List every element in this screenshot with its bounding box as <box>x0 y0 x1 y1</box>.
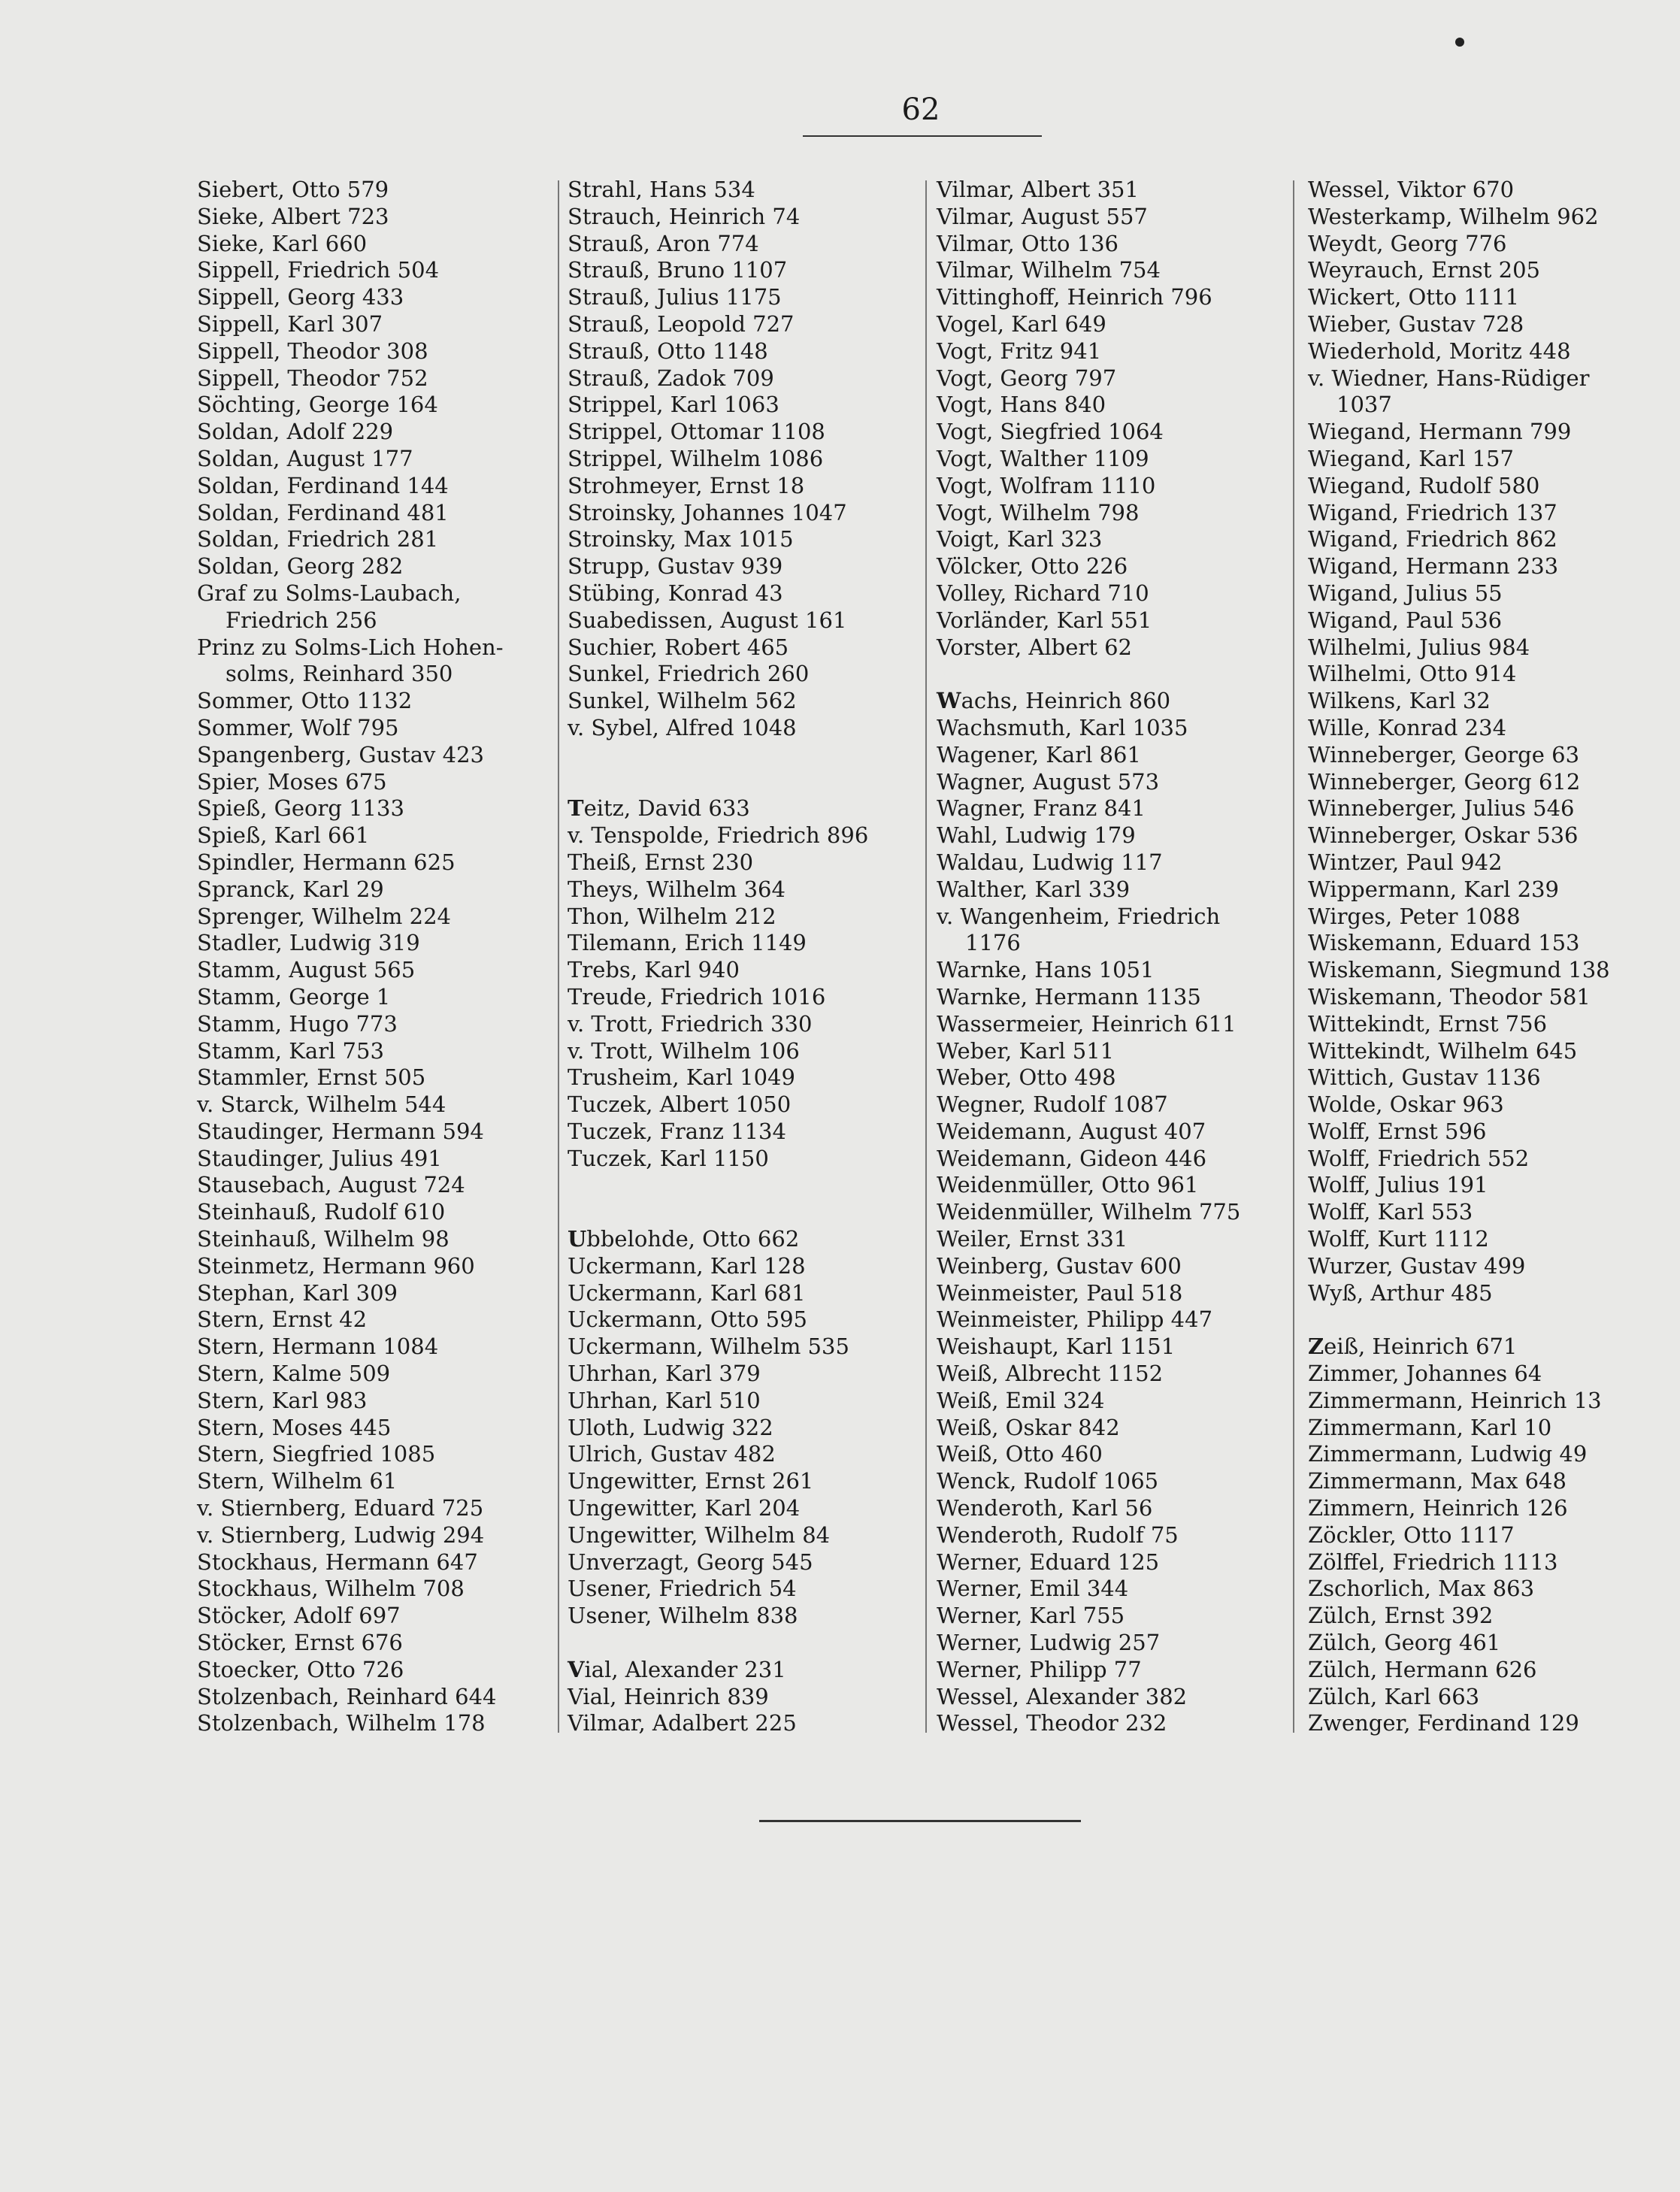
index-entry: Wigand, Julius 55 <box>1308 580 1503 606</box>
index-entry: v. Wiedner, Hans-Rüdiger <box>1308 365 1590 391</box>
index-entry: Soldan, August 177 <box>197 445 413 471</box>
index-entry: Zschorlich, Max 863 <box>1308 1576 1535 1602</box>
index-entry: Vilmar, Adalbert 225 <box>568 1710 797 1736</box>
index-column-4 <box>1308 177 1610 1737</box>
index-entry: Stammler, Ernst 505 <box>197 1064 426 1091</box>
section-gap <box>1308 1306 1610 1334</box>
index-entry: Usener, Wilhelm 838 <box>568 1603 798 1629</box>
index-entry: Stausebach, August 724 <box>197 1172 465 1198</box>
index-entry: Zimmer, Johannes 64 <box>1308 1361 1542 1387</box>
index-entry: Vittinghoff, Heinrich 796 <box>937 284 1212 310</box>
index-entry: Vogt, Walther 1109 <box>937 445 1149 471</box>
index-entry: Vilmar, Albert 351 <box>937 177 1139 202</box>
index-entry: Theys, Wilhelm 364 <box>568 876 786 902</box>
index-entry: Stübing, Konrad 43 <box>568 580 783 606</box>
index-entry: Wurzer, Gustav 499 <box>1308 1252 1526 1279</box>
index-entry: Wolff, Kurt 1112 <box>1308 1226 1489 1252</box>
index-column-3 <box>937 177 1240 1737</box>
index-entry: Stern, Wilhelm 61 <box>197 1468 398 1494</box>
index-entry: Uloth, Ludwig 322 <box>568 1414 773 1440</box>
index-entry: Stern, Moses 445 <box>197 1414 392 1440</box>
index-entry: Wegner, Rudolf 1087 <box>937 1091 1168 1118</box>
index-entry: Wagner, Franz 841 <box>937 795 1146 822</box>
index-entry: Wiegand, Karl 157 <box>1308 445 1514 471</box>
index-entry: Wigand, Friedrich 862 <box>1308 526 1557 553</box>
index-entry: v. Wangenheim, Friedrich <box>937 903 1221 929</box>
page-number: 62 <box>901 92 940 127</box>
section-gap <box>568 1172 868 1199</box>
index-entry: Usener, Friedrich 54 <box>568 1576 797 1602</box>
index-entry: Graf zu Solms-Laubach, <box>197 580 462 606</box>
index-entry: Spier, Moses 675 <box>197 768 387 795</box>
index-entry: Siebert, Otto 579 <box>197 177 389 202</box>
index-entry: Wiskemann, Siegmund 138 <box>1308 957 1610 983</box>
index-entry-continuation: 1176 <box>965 930 1021 956</box>
index-entry: Spieß, Karl 661 <box>197 822 370 849</box>
index-entry: Wigand, Hermann 233 <box>1308 553 1559 580</box>
index-entry: Weidemann, Gideon 446 <box>937 1145 1207 1171</box>
index-entry: Ungewitter, Ernst 261 <box>568 1468 814 1494</box>
index-entry: Wessel, Alexander 382 <box>937 1683 1188 1709</box>
index-entry: Weiß, Oskar 842 <box>937 1414 1120 1440</box>
index-entry: Vogt, Siegfried 1064 <box>937 419 1164 445</box>
index-entry: Stolzenbach, Reinhard 644 <box>197 1683 497 1709</box>
index-entry: Werner, Philipp 77 <box>937 1656 1142 1682</box>
index-entry: Vial, Heinrich 839 <box>568 1683 769 1709</box>
index-entry: Spangenberg, Gustav 423 <box>197 741 485 768</box>
index-entry: Stamm, George 1 <box>197 983 391 1010</box>
index-entry: Stern, Kalme 509 <box>197 1361 391 1387</box>
index-entry: Prinz zu Solms-Lich Hohen- <box>197 634 504 660</box>
index-entry: Wiederhold, Moritz 448 <box>1308 338 1571 364</box>
index-entry: Stroinsky, Johannes 1047 <box>568 499 847 525</box>
index-entry: Wilkens, Karl 32 <box>1308 688 1491 714</box>
index-entry: Westerkamp, Wilhelm 962 <box>1308 203 1599 229</box>
index-entry: Vorländer, Karl 551 <box>937 607 1152 633</box>
index-entry: Wenck, Rudolf 1065 <box>937 1468 1159 1494</box>
index-entry: Strohmeyer, Ernst 18 <box>568 472 805 498</box>
index-entry: Stern, Karl 983 <box>197 1387 368 1413</box>
index-entry: Werner, Emil 344 <box>937 1576 1129 1602</box>
index-entry: Weber, Karl 511 <box>937 1037 1115 1064</box>
index-entry: Wenderoth, Karl 56 <box>937 1495 1153 1521</box>
index-entry: Uckermann, Karl 681 <box>568 1279 806 1306</box>
header-rule <box>803 135 1042 137</box>
index-entry: Ulrich, Gustav 482 <box>568 1441 776 1467</box>
index-entry: Wiskemann, Theodor 581 <box>1308 983 1591 1010</box>
index-entry: Staudinger, Julius 491 <box>197 1145 442 1171</box>
index-entry: Wiegand, Hermann 799 <box>1308 419 1572 445</box>
index-entry: Weinmeister, Paul 518 <box>937 1279 1183 1306</box>
index-entry: Strauß, Zadok 709 <box>568 365 774 391</box>
index-entry: Spindler, Hermann 625 <box>197 849 456 875</box>
index-entry: Sprenger, Wilhelm 224 <box>197 903 452 929</box>
index-entry: Vogt, Wilhelm 798 <box>937 499 1140 525</box>
index-entry: Sippell, Georg 433 <box>197 284 404 310</box>
index-entry: Sippell, Theodor 752 <box>197 365 428 391</box>
index-entry: Soldan, Ferdinand 144 <box>197 472 449 498</box>
index-entry: Wittich, Gustav 1136 <box>1308 1064 1541 1091</box>
index-entry: Wirges, Peter 1088 <box>1308 903 1521 929</box>
index-entry: Stockhaus, Wilhelm 708 <box>197 1576 465 1602</box>
index-entry: Wigand, Friedrich 137 <box>1308 499 1557 525</box>
index-entry: Wigand, Paul 536 <box>1308 607 1503 633</box>
index-entry: v. Stiernberg, Ludwig 294 <box>197 1521 485 1548</box>
index-entry: Strupp, Gustav 939 <box>568 553 783 580</box>
section-gap <box>568 1630 868 1657</box>
index-entry: Weiß, Emil 324 <box>937 1387 1105 1413</box>
index-entry: Teitz, David 633 <box>568 795 750 822</box>
index-entry: Steinmetz, Hermann 960 <box>197 1252 475 1279</box>
index-entry: Weinberg, Gustav 600 <box>937 1252 1182 1279</box>
index-entry: Weidenmüller, Otto 961 <box>937 1172 1199 1198</box>
index-entry: Ungewitter, Wilhelm 84 <box>568 1521 831 1548</box>
index-entry: Stern, Siegfried 1085 <box>197 1441 436 1467</box>
index-entry: Sieke, Albert 723 <box>197 203 389 229</box>
index-entry: Wittekindt, Wilhelm 645 <box>1308 1037 1578 1064</box>
index-column-1 <box>197 177 504 1737</box>
index-entry: Wilhelmi, Julius 984 <box>1308 634 1530 660</box>
index-entry: Wittekindt, Ernst 756 <box>1308 1010 1548 1037</box>
index-entry: Stoecker, Otto 726 <box>197 1656 404 1682</box>
index-entry: Wachs, Heinrich 860 <box>937 688 1171 714</box>
index-entry: Wolde, Oskar 963 <box>1308 1091 1504 1118</box>
index-entry: Wyß, Arthur 485 <box>1308 1279 1493 1306</box>
index-entry: Zülch, Karl 663 <box>1308 1683 1480 1709</box>
index-entry: Weishaupt, Karl 1151 <box>937 1334 1176 1360</box>
footer-rule <box>759 1820 1081 1822</box>
index-entry: Weiß, Otto 460 <box>937 1441 1103 1467</box>
index-entry: Stroinsky, Max 1015 <box>568 526 794 553</box>
section-gap <box>937 661 1240 688</box>
index-entry: Unverzagt, Georg 545 <box>568 1549 813 1575</box>
index-entry: Spranck, Karl 29 <box>197 876 384 902</box>
index-entry: Wieber, Gustav 728 <box>1308 310 1524 337</box>
index-entry: Wachsmuth, Karl 1035 <box>937 714 1188 740</box>
index-entry: Soldan, Friedrich 281 <box>197 526 439 553</box>
index-entry: Wolff, Karl 553 <box>1308 1199 1473 1225</box>
index-entry: Zülch, Georg 461 <box>1308 1630 1501 1656</box>
index-entry: Uckermann, Wilhelm 535 <box>568 1334 849 1360</box>
index-entry: Strippel, Wilhelm 1086 <box>568 445 824 471</box>
index-entry: Werner, Ludwig 257 <box>937 1630 1161 1656</box>
section-gap <box>568 769 868 796</box>
index-entry: Zwenger, Ferdinand 129 <box>1308 1710 1579 1736</box>
index-entry: Sunkel, Friedrich 260 <box>568 661 810 687</box>
index-entry: Trebs, Karl 940 <box>568 957 740 983</box>
index-entry: Uhrhan, Karl 379 <box>568 1361 761 1387</box>
index-entry: Zimmermann, Ludwig 49 <box>1308 1441 1588 1467</box>
index-entry: v. Sybel, Alfred 1048 <box>568 714 797 740</box>
index-entry: Vogt, Wolfram 1110 <box>937 472 1156 498</box>
index-entry: Uhrhan, Karl 510 <box>568 1387 761 1413</box>
index-entry: Sippell, Karl 307 <box>197 310 383 337</box>
index-entry: Waldau, Ludwig 117 <box>937 849 1163 875</box>
index-entry: Zimmermann, Max 648 <box>1308 1468 1566 1494</box>
section-gap <box>568 742 868 769</box>
index-entry: Theiß, Ernst 230 <box>568 849 754 875</box>
index-entry: Strahl, Hans 534 <box>568 177 755 202</box>
index-entry: Staudinger, Hermann 594 <box>197 1118 484 1144</box>
index-entry: Ungewitter, Karl 204 <box>568 1495 801 1521</box>
index-entry: Wessel, Viktor 670 <box>1308 177 1515 202</box>
section-gap <box>568 1199 868 1226</box>
index-entry: Uckermann, Karl 128 <box>568 1252 806 1279</box>
index-entry: Soldan, Adolf 229 <box>197 419 394 445</box>
index-entry: Stern, Hermann 1084 <box>197 1334 439 1360</box>
index-entry: Vorster, Albert 62 <box>937 634 1132 660</box>
index-entry: Wolff, Friedrich 552 <box>1308 1145 1530 1171</box>
index-entry: Wippermann, Karl 239 <box>1308 876 1559 902</box>
index-entry: Vilmar, Wilhelm 754 <box>937 257 1161 283</box>
index-entry: Steinhauß, Rudolf 610 <box>197 1199 446 1225</box>
index-entry: Strauß, Julius 1175 <box>568 284 782 310</box>
index-entry: Stamm, Hugo 773 <box>197 1010 398 1037</box>
column-divider <box>558 180 559 1733</box>
index-entry: Spieß, Georg 1133 <box>197 795 404 822</box>
index-entry: Sommer, Wolf 795 <box>197 714 399 740</box>
index-entry: Strippel, Ottomar 1108 <box>568 419 825 445</box>
index-entry: Soldan, Ferdinand 481 <box>197 499 449 525</box>
index-entry: Zimmermann, Heinrich 13 <box>1308 1387 1602 1413</box>
index-entry-continuation: 1037 <box>1336 392 1392 418</box>
index-entry: Weiß, Albrecht 1152 <box>937 1361 1164 1387</box>
index-entry: Wilhelmi, Otto 914 <box>1308 661 1517 687</box>
index-entry: v. Trott, Wilhelm 106 <box>568 1037 800 1064</box>
index-entry: Stephan, Karl 309 <box>197 1279 398 1306</box>
index-entry: Strauß, Bruno 1107 <box>568 257 788 283</box>
index-entry: Sippell, Theodor 308 <box>197 338 428 364</box>
index-entry: Strippel, Karl 1063 <box>568 392 779 418</box>
index-entry: Völcker, Otto 226 <box>937 553 1128 580</box>
index-entry: Stöcker, Ernst 676 <box>197 1630 403 1656</box>
index-entry: Strauß, Aron 774 <box>568 230 759 256</box>
index-entry: Winneberger, Oskar 536 <box>1308 822 1579 849</box>
index-entry: Weber, Otto 498 <box>937 1064 1116 1091</box>
index-entry: Strauch, Heinrich 74 <box>568 203 801 229</box>
index-entry: Winneberger, Georg 612 <box>1308 768 1581 795</box>
index-entry: Weidenmüller, Wilhelm 775 <box>937 1199 1241 1225</box>
index-entry: Wagener, Karl 861 <box>937 741 1141 768</box>
ink-speck <box>1455 38 1464 47</box>
index-entry: v. Tenspolde, Friedrich 896 <box>568 822 869 849</box>
index-entry: Weiler, Ernst 331 <box>937 1226 1128 1252</box>
index-entry: Wassermeier, Heinrich 611 <box>937 1010 1237 1037</box>
index-entry: Vogt, Hans 840 <box>937 392 1106 418</box>
index-entry: Vogt, Fritz 941 <box>937 338 1102 364</box>
index-entry: Treude, Friedrich 1016 <box>568 983 826 1010</box>
index-entry: Tuczek, Albert 1050 <box>568 1091 792 1118</box>
index-entry: Thon, Wilhelm 212 <box>568 903 776 929</box>
index-entry: Stern, Ernst 42 <box>197 1306 368 1333</box>
index-entry: Trusheim, Karl 1049 <box>568 1064 795 1091</box>
index-entry: Weidemann, August 407 <box>937 1118 1206 1144</box>
index-entry: Wiskemann, Eduard 153 <box>1308 930 1580 956</box>
index-entry: Walther, Karl 339 <box>937 876 1131 902</box>
index-entry: Wintzer, Paul 942 <box>1308 849 1503 875</box>
index-entry: Weinmeister, Philipp 447 <box>937 1306 1213 1333</box>
index-entry: Tuczek, Karl 1150 <box>568 1145 769 1171</box>
index-entry: Ubbelohde, Otto 662 <box>568 1226 800 1252</box>
index-entry: Warnke, Hans 1051 <box>937 957 1155 983</box>
index-entry: Strauß, Leopold 727 <box>568 310 795 337</box>
index-entry: Wolff, Ernst 596 <box>1308 1118 1487 1144</box>
index-entry: Strauß, Otto 1148 <box>568 338 768 364</box>
index-entry: Wolff, Julius 191 <box>1308 1172 1488 1198</box>
index-entry: Stadler, Ludwig 319 <box>197 930 420 956</box>
index-entry: Winneberger, George 63 <box>1308 741 1580 768</box>
index-entry: Soldan, Georg 282 <box>197 553 404 580</box>
index-entry: Sieke, Karl 660 <box>197 230 368 256</box>
index-entry: Wickert, Otto 1111 <box>1308 284 1520 310</box>
index-entry: Zölffel, Friedrich 1113 <box>1308 1549 1558 1575</box>
index-entry: Wagner, August 573 <box>937 768 1160 795</box>
index-entry: Stockhaus, Hermann 647 <box>197 1549 478 1575</box>
index-entry: Zöckler, Otto 1117 <box>1308 1521 1515 1548</box>
index-entry: v. Stiernberg, Eduard 725 <box>197 1495 484 1521</box>
index-entry: Uckermann, Otto 595 <box>568 1306 807 1333</box>
index-entry: Wessel, Theodor 232 <box>937 1710 1167 1736</box>
index-entry: Stamm, Karl 753 <box>197 1037 384 1064</box>
index-entry: Vilmar, Otto 136 <box>937 230 1118 256</box>
index-entry: Zimmermann, Karl 10 <box>1308 1414 1552 1440</box>
index-entry: Zülch, Ernst 392 <box>1308 1603 1494 1629</box>
index-entry: Volley, Richard 710 <box>937 580 1149 606</box>
index-entry: Zülch, Hermann 626 <box>1308 1656 1537 1682</box>
index-entry: Stöcker, Adolf 697 <box>197 1603 401 1629</box>
index-entry: Suchier, Robert 465 <box>568 634 789 660</box>
index-entry: Stamm, August 565 <box>197 957 416 983</box>
index-entry: Tuczek, Franz 1134 <box>568 1118 786 1144</box>
index-entry: Wenderoth, Rudolf 75 <box>937 1521 1179 1548</box>
index-entry: Sommer, Otto 1132 <box>197 688 413 714</box>
index-entry: Steinhauß, Wilhelm 98 <box>197 1226 450 1252</box>
index-entry: Vial, Alexander 231 <box>568 1656 786 1682</box>
index-column-2 <box>568 177 868 1737</box>
index-entry: Tilemann, Erich 1149 <box>568 930 807 956</box>
index-entry: Weyrauch, Ernst 205 <box>1308 257 1540 283</box>
index-entry: Warnke, Hermann 1135 <box>937 983 1201 1010</box>
index-entry: Sippell, Friedrich 504 <box>197 257 440 283</box>
index-entry: Söchting, George 164 <box>197 392 438 418</box>
index-entry: Werner, Karl 755 <box>937 1603 1125 1629</box>
index-entry: Werner, Eduard 125 <box>937 1549 1160 1575</box>
column-divider <box>925 180 927 1733</box>
index-entry-continuation: Friedrich 256 <box>226 607 377 633</box>
index-entry: Suabedissen, August 161 <box>568 607 847 633</box>
index-entry: Winneberger, Julius 546 <box>1308 795 1575 822</box>
index-entry: Wiegand, Rudolf 580 <box>1308 472 1540 498</box>
index-entry: Wahl, Ludwig 179 <box>937 822 1136 849</box>
index-entry: Vilmar, August 557 <box>937 203 1148 229</box>
index-entry: Vogt, Georg 797 <box>937 365 1117 391</box>
index-entry: Zimmern, Heinrich 126 <box>1308 1495 1568 1521</box>
index-entry: v. Trott, Friedrich 330 <box>568 1010 813 1037</box>
index-entry: Sunkel, Wilhelm 562 <box>568 688 797 714</box>
index-entry: v. Starck, Wilhelm 544 <box>197 1091 446 1118</box>
index-entry: Vogel, Karl 649 <box>937 310 1106 337</box>
column-divider <box>1293 180 1294 1733</box>
index-entry: Zeiß, Heinrich 671 <box>1308 1334 1518 1360</box>
index-entry: Stolzenbach, Wilhelm 178 <box>197 1710 486 1736</box>
index-entry-continuation: solms, Reinhard 350 <box>226 661 453 687</box>
index-entry: Voigt, Karl 323 <box>937 526 1103 553</box>
index-entry: Weydt, Georg 776 <box>1308 230 1507 256</box>
index-entry: Wille, Konrad 234 <box>1308 714 1507 740</box>
